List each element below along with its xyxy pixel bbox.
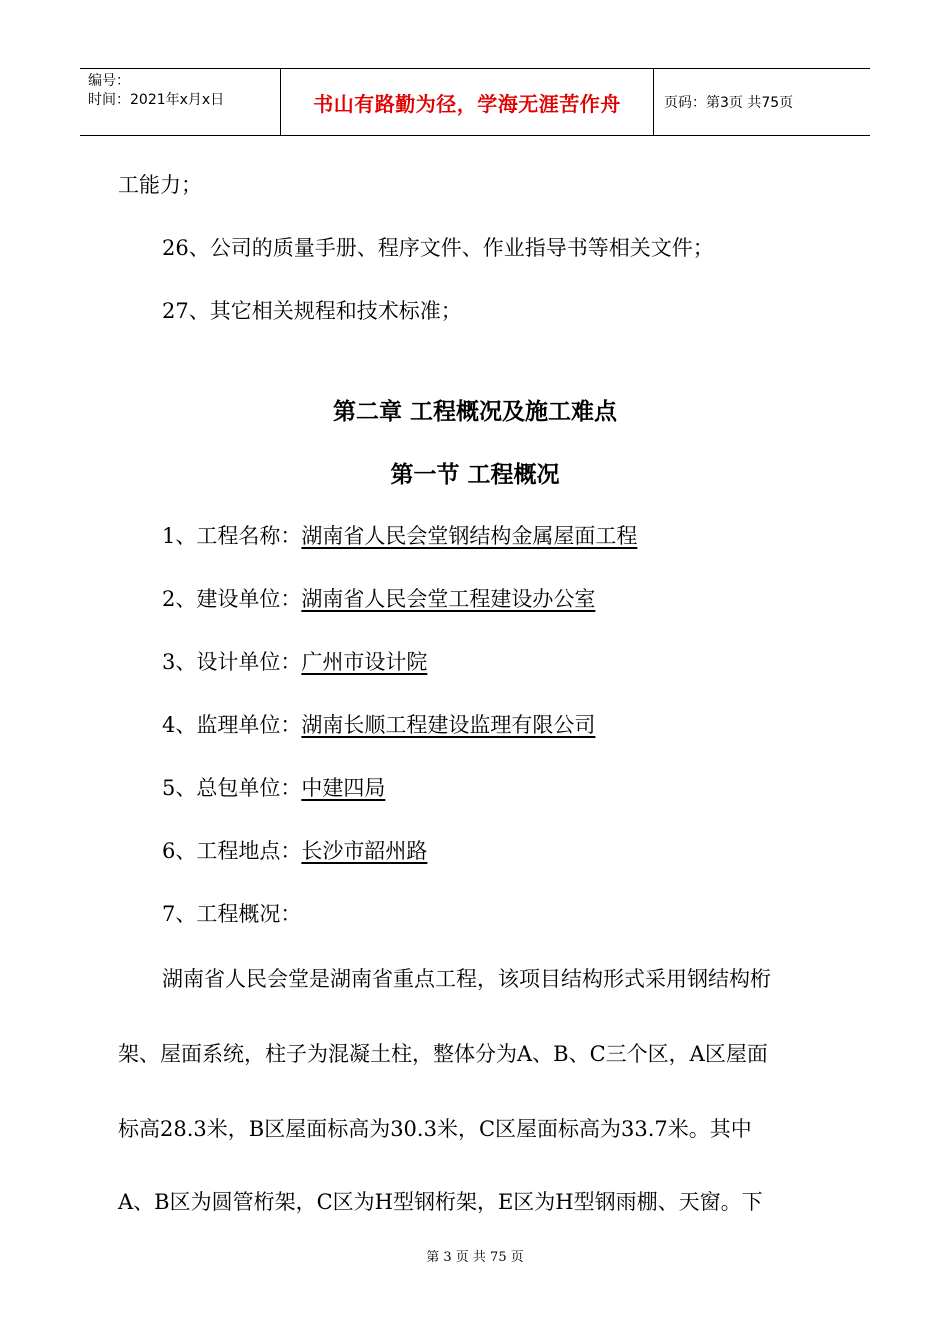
- chapter-title: 第二章 工程概况及施工难点: [332, 399, 617, 425]
- field-value: 湖南省人民会堂钢结构金属屋面工程: [301, 524, 638, 548]
- field-general-contractor: [162, 775, 385, 801]
- overview-line-3: 标高28.3米，B区屋面标高为30.3米，C区屋面标高为33.7米。其中: [118, 1117, 752, 1141]
- header-motto-cell: [281, 69, 654, 135]
- field-label: 2、建设单位：: [162, 587, 302, 611]
- document-number-label: 编号：: [88, 73, 130, 89]
- field-label: 4、监理单位：: [162, 713, 302, 737]
- page-header: [80, 68, 870, 136]
- continued-line: 工能力；: [118, 173, 202, 197]
- field-label: 1、工程名称：: [162, 524, 302, 548]
- overview-line-2: 架、屋面系统，柱子为混凝土柱，整体分为A、B、C三个区，A区屋面: [118, 1042, 768, 1066]
- field-location: [162, 838, 427, 864]
- header-motto: 书山有路勤为径，学海无涯苦作舟: [313, 91, 621, 116]
- field-value: 湖南长顺工程建设监理有限公司: [301, 713, 596, 737]
- field-value: 长沙市韶州路: [301, 839, 428, 863]
- field-project-name: [162, 523, 637, 549]
- header-page-cell: [654, 69, 870, 135]
- section-title: 第一节 工程概况: [390, 462, 560, 488]
- field-supervisor: [162, 712, 595, 738]
- header-meta-cell: [80, 69, 281, 135]
- field-value: 湖南省人民会堂工程建设办公室: [301, 587, 596, 611]
- overview-line-1: [162, 966, 832, 992]
- list-item-26: 26、公司的质量手册、程序文件、作业指导书等相关文件；: [162, 236, 714, 260]
- page-footer: 第 3 页 共 75 页: [426, 1250, 524, 1265]
- field-value: 中建四局: [301, 776, 386, 800]
- document-time-label: 时间：2021年x月x日: [88, 92, 225, 108]
- field-value: 广州市设计院: [301, 650, 428, 674]
- overview-line-4: A、B区为圆管桁架，C区为H型钢桁架，E区为H型钢雨棚、天窗。下: [118, 1190, 763, 1214]
- field-designer: [162, 649, 427, 675]
- header-page-label: 页码：第3页 共75页: [664, 95, 794, 111]
- list-item-7: 7、工程概况：: [162, 902, 302, 926]
- overview-text: 湖南省人民会堂是湖南省重点工程，该项目结构形式采用钢结构桁: [162, 967, 771, 991]
- field-label: 6、工程地点：: [162, 839, 302, 863]
- field-label: 5、总包单位：: [162, 776, 302, 800]
- field-client: [162, 586, 595, 612]
- field-label: 3、设计单位：: [162, 650, 302, 674]
- list-item-27: 27、其它相关规程和技术标准；: [162, 299, 462, 323]
